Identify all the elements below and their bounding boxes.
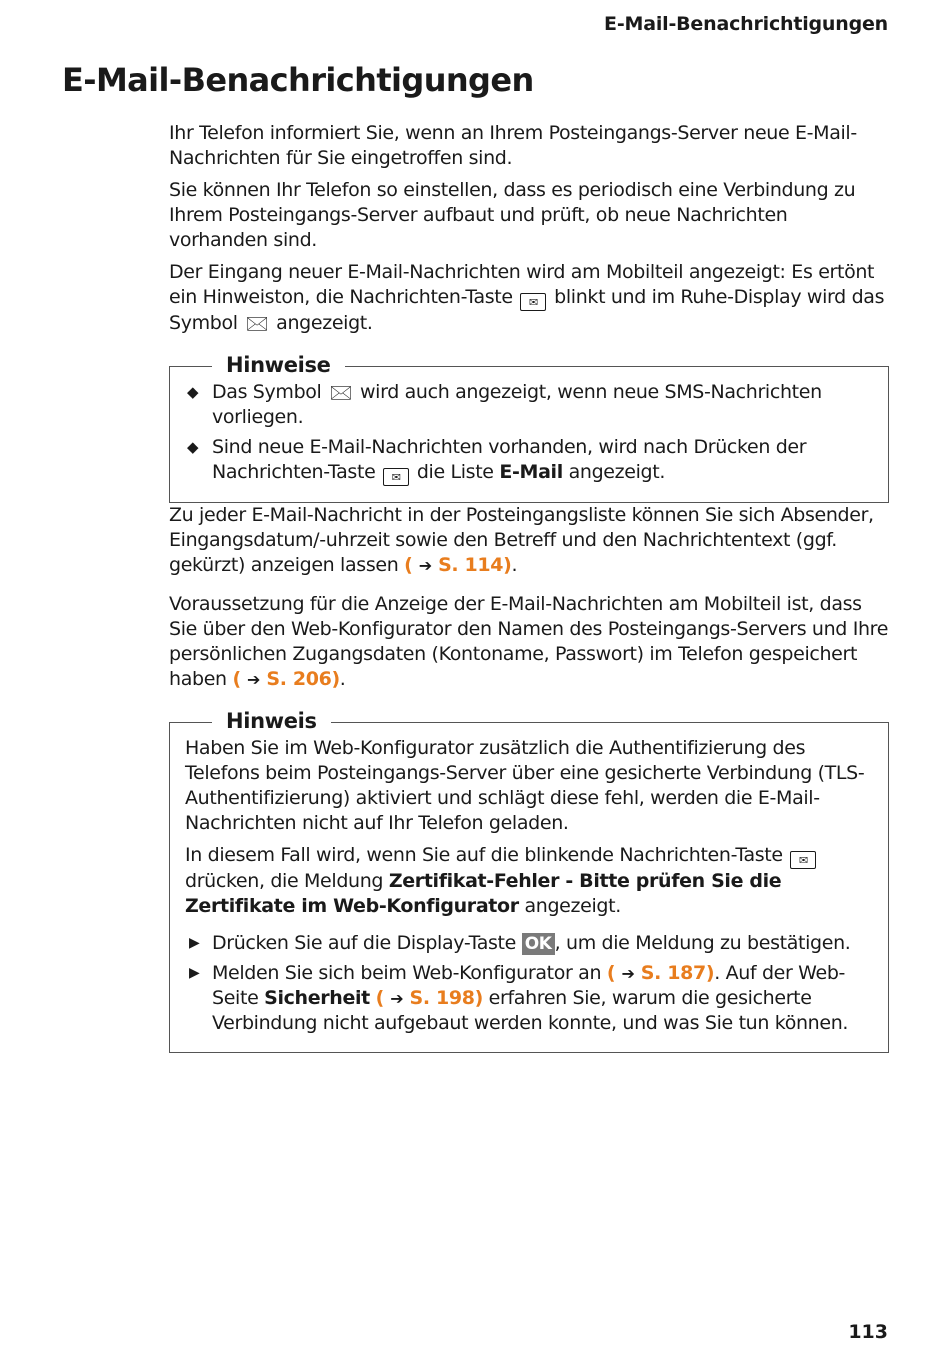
ref-page: S. 198 xyxy=(409,987,475,1009)
ref-close: ) xyxy=(474,987,483,1009)
message-key-icon: ✉ xyxy=(520,293,546,311)
ref-page: S. 187 xyxy=(640,962,706,984)
envelope-icon: 🖂 xyxy=(329,380,353,404)
intro-paragraph-1: Ihr Telefon informiert Sie, wenn an Ihrem Posteingangs-Server neue E-Mail-Nachrichten für Sie eingetroffen sind. xyxy=(169,122,857,169)
ref-open: ( xyxy=(606,962,616,984)
message-key-icon: ✉ xyxy=(790,851,816,869)
intro-paragraph-2: Sie können Ihr Telefon so einstellen, dass es periodisch eine Verbindung zu Ihrem Posteingangs-Server aufbaut und prüft, ob neue Nachrichten vorhanden sind. xyxy=(169,179,856,251)
ref-open: ( xyxy=(232,668,241,690)
notes-box-title: Hinweise xyxy=(212,353,345,377)
note-step-1-text-a: Drücken Sie auf die Display-Taste xyxy=(212,932,516,954)
page-reference-link[interactable] xyxy=(607,962,714,984)
intro-text-b: blinkt und im Ruhe-Display wird das Symbol xyxy=(169,286,885,334)
notes-item-1-text-b: wird auch angezeigt, wenn neue SMS-Nachrichten vorliegen. xyxy=(212,381,822,428)
arrow-right-icon: ➔ xyxy=(247,670,261,689)
note-paragraph-2-text-b: drücken, die Meldung xyxy=(185,870,384,892)
diamond-bullet-icon: ◆ xyxy=(187,383,199,401)
message-key-icon: ✉ xyxy=(383,468,409,486)
page-number: 113 xyxy=(848,1321,888,1343)
intro-text-a: Der Eingang neuer E-Mail-Nachrichten wird am Mobilteil angezeigt: Es ertönt ein Hinweiston, die Nachrichten-Taste xyxy=(169,261,875,308)
arrow-right-icon: ➔ xyxy=(418,556,432,575)
notes-item-2-text-b: die Liste xyxy=(416,461,494,483)
ref-close: ) xyxy=(503,554,512,576)
notes-box xyxy=(169,353,889,503)
envelope-icon: 🖂 xyxy=(245,311,269,335)
ref-open: ( xyxy=(375,987,384,1009)
running-header: E-Mail-Benachrichtigungen xyxy=(604,13,888,35)
page-reference-link[interactable] xyxy=(404,554,511,576)
diamond-bullet-icon: ◆ xyxy=(187,438,199,456)
note-step-2 xyxy=(185,961,873,1036)
body-paragraph-2-text: Voraussetzung für die Anzeige der E-Mail-Nachrichten am Mobilteil ist, dass Sie über den Web-Konfigurator den Namen des Posteingangs-Servers und Ihre persönlichen Zugangsdaten (Kontoname, Passwort) im Telefon gespeichert haben xyxy=(169,593,889,690)
note-paragraph-2-text-c: angezeigt. xyxy=(524,895,621,917)
ok-display-key: OK xyxy=(522,933,555,955)
note-step-2-text-a: Melden Sie sich beim Web-Konfigurator an xyxy=(212,962,602,984)
arrow-right-icon: ➔ xyxy=(621,964,635,983)
intro-paragraph-3 xyxy=(169,260,889,336)
ref-close: ) xyxy=(331,668,340,690)
email-list-name: E-Mail xyxy=(499,461,563,483)
page-title: E-Mail-Benachrichtigungen xyxy=(62,61,534,99)
notes-item-1 xyxy=(185,380,873,430)
note-step-2-text-c: erfahren Sie, warum die gesicherte Verbindung nicht aufgebaut werden konnte, und was Sie tun können. xyxy=(212,987,849,1034)
ref-page: S. 114 xyxy=(438,554,504,576)
body-paragraph-1: Zu jeder E-Mail-Nachricht in der Posteingangsliste können Sie sich Absender, Eingangsdatum/-uhrzeit sowie den Betreff und den Nachrichtentext (ggf. gekürzt) anzeigen lassen ( ➔ S. 114). xyxy=(169,504,874,576)
notes-item-1-text-a: Das Symbol xyxy=(212,381,322,403)
note-paragraph-2-text-a: In diesem Fall wird, wenn Sie auf die blinkende Nachrichten-Taste xyxy=(185,844,783,866)
triangle-bullet-icon: ▶ xyxy=(189,935,200,951)
body-paragraph-2: Voraussetzung für die Anzeige der E-Mail-Nachrichten am Mobilteil ist, dass Sie über den Web-Konfigurator den Namen des Posteingangs-Servers und Ihre persönlichen Zugangsdaten (Kontoname, Passwort) im Telefon gespeichert haben ( ➔ S. 206). xyxy=(169,593,889,690)
intro-text-c: angezeigt. xyxy=(276,312,373,334)
triangle-bullet-icon: ▶ xyxy=(189,965,200,981)
certificate-error-message: Zertifikat-Fehler - Bitte prüfen Sie die Zertifikate im Web-Konfigurator xyxy=(185,870,782,917)
note-paragraph-1: Haben Sie im Web-Konfigurator zusätzlich die Authentifizierung des Telefons beim Posteingangs-Server über eine gesicherte Verbindung (TLS-Authentifizierung) aktiviert und schlägt diese fehl, werden die E-Mail-Nachrichten nicht auf Ihr Telefon geladen. xyxy=(185,737,865,834)
note-step-1-text-b: , um die Meldung zu bestätigen. xyxy=(554,932,851,954)
note-step-2-text-b: . Auf der Web-Seite xyxy=(212,962,846,1009)
main-content xyxy=(169,121,889,1053)
note-paragraph-2 xyxy=(185,843,873,919)
ref-open: ( xyxy=(404,554,413,576)
ref-page: S. 206 xyxy=(266,668,332,690)
ref-close: ) xyxy=(705,962,715,984)
body-paragraph-1-text: Zu jeder E-Mail-Nachricht in der Posteingangsliste können Sie sich Absender, Eingangsdatum/-uhrzeit sowie den Betreff und den Nachrichtentext (ggf. gekürzt) anzeigen lassen xyxy=(169,504,874,576)
security-page-name: Sicherheit xyxy=(264,987,370,1009)
page-reference-link[interactable] xyxy=(232,668,339,690)
page-reference-link[interactable] xyxy=(376,987,483,1009)
note-box-title: Hinweis xyxy=(212,709,331,733)
notes-item-2 xyxy=(185,435,873,486)
arrow-right-icon: ➔ xyxy=(390,989,404,1008)
notes-item-2-text-c: angezeigt. xyxy=(568,461,666,483)
notes-item-2-text-a: Sind neue E-Mail-Nachrichten vorhanden, wird nach Drücken der Nachrichten-Taste xyxy=(212,436,807,483)
note-box xyxy=(169,709,889,1053)
note-step-1 xyxy=(185,931,873,956)
